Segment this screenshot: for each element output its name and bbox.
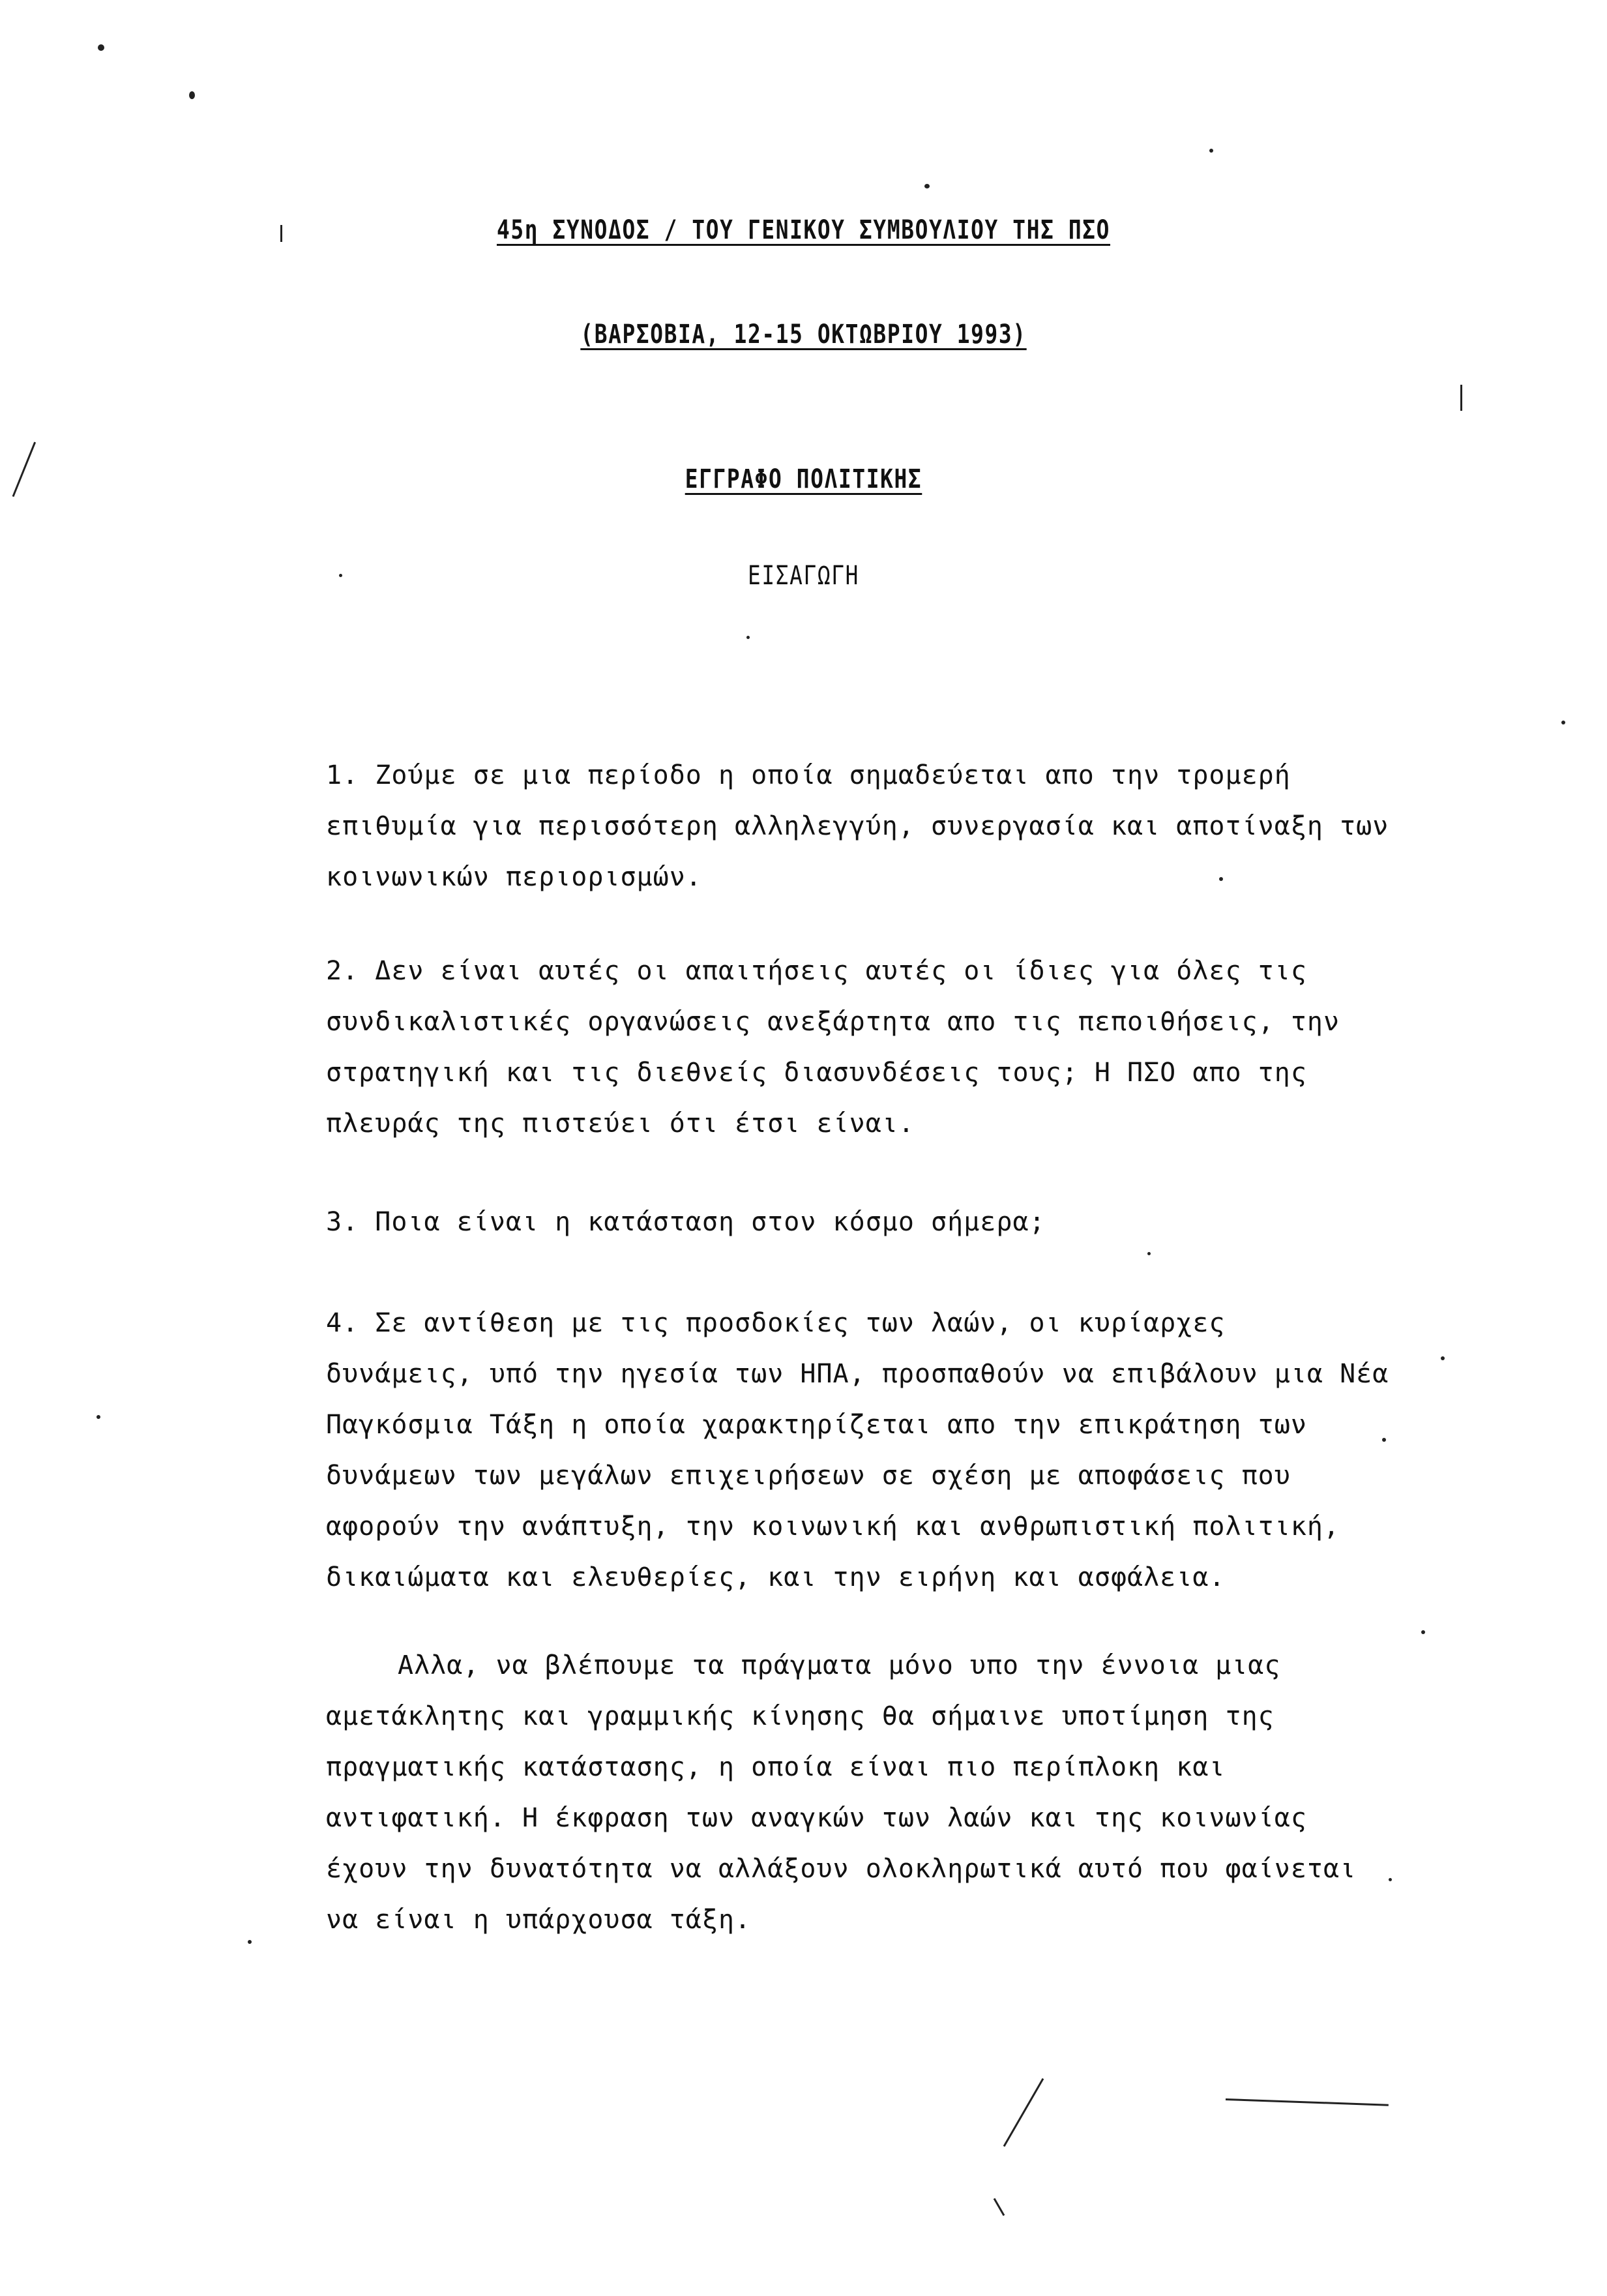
document-subtitle: ΕΓΓΡΑΦΟ ΠΟΛΙΤΙΚΗΣ [685,464,922,494]
paragraph-4 [326,1298,1434,1603]
paragraph-5 [326,1640,1434,1945]
paragraph-line: 1. Ζούμε σε μια περίοδο η οποία σημαδεύεται απο την τρομερή [326,760,1291,790]
document-title [145,215,1462,245]
title-line-2: (ΒΑΡΣΟΒΙΑ, 12-15 ΟΚΤΩΒΡΙΟΥ 1993) [580,320,1027,350]
scan-speck [189,91,195,99]
paragraph-line: 4. Σε αντίθεση με τις προσδοκίες των λαών, οι κυρίαρχες [326,1308,1226,1338]
paragraph-line: αμετάκλητης και γραμμικής κίνησης θα σήμαινε υποτίμηση της [326,1701,1275,1731]
paragraph-2 [326,946,1434,1149]
paragraph-1 [326,750,1434,902]
paragraph-line: Αλλα, να βλέπουμε τα πράγματα μόνο υπο την έννοια μιας [398,1650,1281,1680]
scan-speck [924,184,930,188]
paragraph-line: 3. Ποια είναι η κατάσταση στον κόσμο σήμερα; [326,1207,1046,1237]
document-subtitle-wrap [145,464,1462,494]
paragraph-3 [326,1197,1434,1247]
scan-speck [1147,1252,1151,1255]
paragraph-line: δυνάμεων των μεγάλων επιχειρήσεων σε σχέση με αποφάσεις που [326,1461,1291,1491]
scan-speck [96,1415,100,1419]
scan-speck [248,1940,252,1944]
paragraph-line: κοινωνικών περιορισμών. [326,862,702,892]
paragraph-line: επιθυμία για περισσότερη αλληλεγγύη, συνεργασία και αποτίναξη των [326,811,1389,841]
scan-speck [98,44,104,51]
scan-speck [1561,721,1565,724]
scan-speck [746,636,750,639]
paragraph-line: πλευράς της πιστεύει ότι έτσι είναι. [326,1109,915,1139]
scan-speck [1421,1630,1425,1634]
paragraph-line: έχουν την δυνατότητα να αλλάξουν ολοκληρωτικά αυτό που φαίνεται [326,1854,1357,1884]
paragraph-line: αφορούν την ανάπτυξη, την κοινωνική και ανθρωπιστική πολιτική, [326,1512,1340,1542]
paragraph-line: δικαιώματα και ελευθερίες, και την ειρήνη και ασφάλεια. [326,1562,1226,1592]
scan-mark [994,2198,1005,2216]
scan-mark [1003,2078,1044,2147]
scan-mark [12,441,36,497]
section-heading-wrap [145,561,1462,591]
scan-speck [1209,149,1213,153]
paragraph-line: δυνάμεις, υπό την ηγεσία των ΗΠΑ, προσπαθούν να επιβάλουν μια Νέα [326,1359,1389,1389]
paragraph-line: αντιφατική. Η έκφραση των αναγκών των λαών και της κοινωνίας [326,1803,1307,1833]
paragraph-line: πραγματικής κατάστασης, η οποία είναι πιο περίπλοκη και [326,1752,1226,1782]
scan-mark [1226,2098,1389,2106]
paragraph-line: να είναι η υπάρχουσα τάξη. [326,1905,752,1935]
paragraph-line: 2. Δεν είναι αυτές οι απαιτήσεις αυτές οι ίδιες για όλες τις [326,956,1307,986]
paragraph-line: Παγκόσμια Τάξη η οποία χαρακτηρίζεται απο την επικράτηση των [326,1410,1307,1440]
paragraph-line: συνδικαλιστικές οργανώσεις ανεξάρτητα απο τις πεποιθήσεις, την [326,1007,1340,1037]
scan-mark [1460,385,1462,411]
document-title-date [145,320,1462,350]
scan-speck [1441,1356,1445,1360]
section-heading: ΕΙΣΑΓΩΓΗ [747,561,860,591]
title-line-1: 45η ΣΥΝΟΔΟΣ / ΤΟΥ ΓΕΝΙΚΟΥ ΣΥΜΒΟΥΛΙΟΥ ΤΗΣ ΠΣΟ [496,215,1111,245]
paragraph-line: στρατηγική και τις διεθνείς διασυνδέσεις τους; Η ΠΣΟ απο της [326,1058,1307,1088]
